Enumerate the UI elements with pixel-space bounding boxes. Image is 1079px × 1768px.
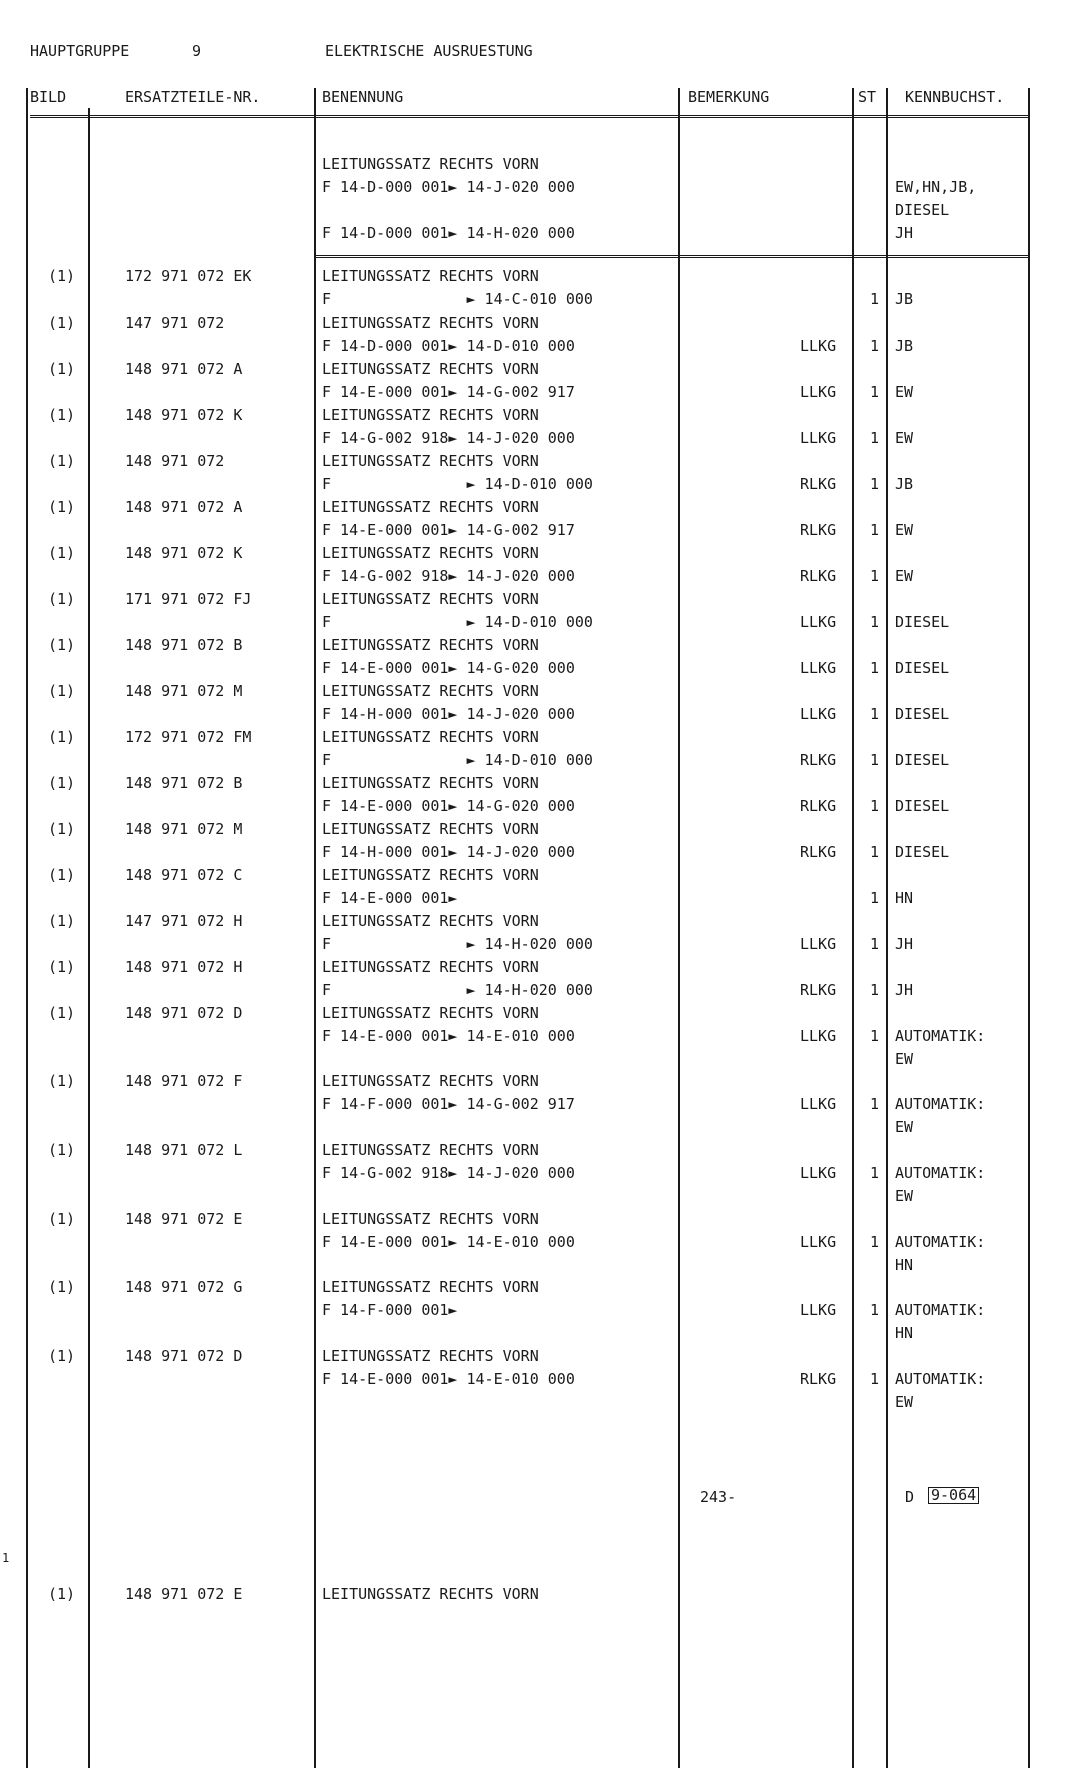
row-remark: RLKG — [800, 843, 837, 861]
row-part-number: 148 971 072 E — [125, 1210, 243, 1228]
row-bild: (1) — [48, 1141, 76, 1159]
row-qty: 1 — [870, 1233, 880, 1251]
row-part-number: 148 971 072 K — [125, 406, 243, 424]
row-serial-range: F 14-H-000 001► 14-J-020 000 — [322, 705, 575, 723]
row-title: LEITUNGSSATZ RECHTS VORN — [322, 267, 539, 285]
row-remark: RLKG — [800, 797, 837, 815]
row-qty: 1 — [870, 889, 880, 907]
row-code-cont: HN — [895, 1324, 914, 1342]
row-qty: 1 — [870, 613, 880, 631]
column-divider — [886, 88, 888, 1768]
row-title: LEITUNGSSATZ RECHTS VORN — [322, 820, 539, 838]
row-serial-range: F ► 14-D-010 000 — [322, 475, 593, 493]
row-part-number: 147 971 072 — [125, 314, 225, 332]
row-serial-range: F 14-G-002 918► 14-J-020 000 — [322, 429, 575, 447]
row-code: DIESEL — [895, 843, 950, 861]
intro-code-1a: EW,HN,JB, — [895, 178, 977, 196]
row-code: DIESEL — [895, 751, 950, 769]
col-header-bild: BILD — [30, 88, 67, 106]
row-title: LEITUNGSSATZ RECHTS VORN — [322, 452, 539, 470]
row-serial-range: F 14-E-000 001► 14-G-020 000 — [322, 659, 575, 677]
row-title: LEITUNGSSATZ RECHTS VORN — [322, 682, 539, 700]
row-qty: 1 — [870, 1164, 880, 1182]
col-header-remark: BEMERKUNG — [688, 88, 770, 106]
row-serial-range: F 14-E-000 001► 14-G-002 917 — [322, 521, 575, 539]
row-code: JH — [895, 935, 914, 953]
row-code: JH — [895, 981, 914, 999]
row-title: LEITUNGSSATZ RECHTS VORN — [322, 360, 539, 378]
row-title: LEITUNGSSATZ RECHTS VORN — [322, 498, 539, 516]
row-code: DIESEL — [895, 659, 950, 677]
row-part-number: 148 971 072 B — [125, 774, 243, 792]
row-serial-range: F ► 14-C-010 000 — [322, 290, 593, 308]
column-divider — [678, 88, 680, 1768]
row-remark: LLKG — [800, 1027, 837, 1045]
row-qty: 1 — [870, 290, 880, 308]
row-remark: LLKG — [800, 383, 837, 401]
row-bild: (1) — [48, 866, 76, 884]
row-title: LEITUNGSSATZ RECHTS VORN — [322, 590, 539, 608]
row-qty: 1 — [870, 843, 880, 861]
row-remark: LLKG — [800, 337, 837, 355]
row-code: AUTOMATIK: — [895, 1164, 986, 1182]
row-bild: (1) — [48, 682, 76, 700]
row-code-cont: HN — [895, 1256, 914, 1274]
row-bild: (1) — [48, 958, 76, 976]
row-remark: RLKG — [800, 475, 837, 493]
row-title: LEITUNGSSATZ RECHTS VORN — [322, 912, 539, 930]
row-serial-range: F 14-E-000 001► — [322, 889, 458, 907]
row-title: LEITUNGSSATZ RECHTS VORN — [322, 958, 539, 976]
next-page-bild: (1) — [48, 1585, 76, 1603]
row-qty: 1 — [870, 981, 880, 999]
row-bild: (1) — [48, 912, 76, 930]
row-serial-range: F 14-F-000 001► — [322, 1301, 458, 1319]
intro-rule — [316, 255, 1030, 258]
column-divider — [852, 88, 854, 1768]
row-qty: 1 — [870, 1301, 880, 1319]
row-code: EW — [895, 429, 914, 447]
row-remark: RLKG — [800, 751, 837, 769]
group-label: HAUPTGRUPPE — [30, 42, 130, 60]
row-qty: 1 — [870, 1027, 880, 1045]
intro-range-2: F 14-D-000 001► 14-H-020 000 — [322, 224, 575, 242]
row-bild: (1) — [48, 360, 76, 378]
row-remark: LLKG — [800, 613, 837, 631]
page-number: 243- — [700, 1488, 737, 1506]
row-bild: (1) — [48, 820, 76, 838]
group-number: 9 — [192, 42, 202, 60]
row-serial-range: F 14-D-000 001► 14-D-010 000 — [322, 337, 575, 355]
col-header-part-number: ERSATZTEILE-NR. — [125, 88, 261, 106]
row-code: JB — [895, 290, 914, 308]
row-part-number: 148 971 072 D — [125, 1347, 243, 1365]
doc-prefix: D — [905, 1488, 915, 1506]
row-serial-range: F 14-G-002 918► 14-J-020 000 — [322, 567, 575, 585]
row-part-number: 148 971 072 H — [125, 958, 243, 976]
row-bild: (1) — [48, 452, 76, 470]
row-bild: (1) — [48, 406, 76, 424]
row-title: LEITUNGSSATZ RECHTS VORN — [322, 866, 539, 884]
row-code: EW — [895, 521, 914, 539]
row-qty: 1 — [870, 383, 880, 401]
row-bild: (1) — [48, 1278, 76, 1296]
row-serial-range: F 14-E-000 001► 14-E-010 000 — [322, 1027, 575, 1045]
intro-code-1b: DIESEL — [895, 201, 950, 219]
row-title: LEITUNGSSATZ RECHTS VORN — [322, 728, 539, 746]
row-serial-range: F 14-H-000 001► 14-J-020 000 — [322, 843, 575, 861]
intro-title: LEITUNGSSATZ RECHTS VORN — [322, 155, 539, 173]
row-code: EW — [895, 567, 914, 585]
row-code: JB — [895, 475, 914, 493]
col-header-code: KENNBUCHST. — [905, 88, 1005, 106]
row-bild: (1) — [48, 774, 76, 792]
row-remark: LLKG — [800, 1233, 837, 1251]
row-serial-range: F 14-E-000 001► 14-E-010 000 — [322, 1233, 575, 1251]
intro-range-1: F 14-D-000 001► 14-J-020 000 — [322, 178, 575, 196]
row-remark: LLKG — [800, 935, 837, 953]
row-remark: LLKG — [800, 659, 837, 677]
row-title: LEITUNGSSATZ RECHTS VORN — [322, 406, 539, 424]
row-bild: (1) — [48, 314, 76, 332]
row-part-number: 172 971 072 FM — [125, 728, 252, 746]
row-part-number: 148 971 072 B — [125, 636, 243, 654]
row-remark: RLKG — [800, 521, 837, 539]
row-remark: RLKG — [800, 981, 837, 999]
row-code: DIESEL — [895, 613, 950, 631]
row-bild: (1) — [48, 267, 76, 285]
row-code: AUTOMATIK: — [895, 1095, 986, 1113]
row-code: EW — [895, 383, 914, 401]
row-code: AUTOMATIK: — [895, 1233, 986, 1251]
row-title: LEITUNGSSATZ RECHTS VORN — [322, 1004, 539, 1022]
row-part-number: 148 971 072 C — [125, 866, 243, 884]
row-part-number: 148 971 072 A — [125, 498, 243, 516]
row-qty: 1 — [870, 659, 880, 677]
row-qty: 1 — [870, 935, 880, 953]
row-part-number: 148 971 072 F — [125, 1072, 243, 1090]
row-serial-range: F ► 14-H-020 000 — [322, 935, 593, 953]
row-code-cont: EW — [895, 1187, 914, 1205]
row-bild: (1) — [48, 1072, 76, 1090]
row-remark: LLKG — [800, 705, 837, 723]
row-bild: (1) — [48, 636, 76, 654]
row-remark: LLKG — [800, 1095, 837, 1113]
row-part-number: 148 971 072 G — [125, 1278, 243, 1296]
row-serial-range: F 14-E-000 001► 14-G-002 917 — [322, 383, 575, 401]
row-remark: RLKG — [800, 1370, 837, 1388]
row-part-number: 148 971 072 K — [125, 544, 243, 562]
row-bild: (1) — [48, 1210, 76, 1228]
column-divider — [26, 88, 28, 1768]
row-serial-range: F 14-E-000 001► 14-G-020 000 — [322, 797, 575, 815]
row-part-number: 172 971 072 EK — [125, 267, 252, 285]
row-bild: (1) — [48, 1347, 76, 1365]
row-qty: 1 — [870, 1095, 880, 1113]
row-part-number: 148 971 072 — [125, 452, 225, 470]
row-remark: RLKG — [800, 567, 837, 585]
row-serial-range: F 14-F-000 001► 14-G-002 917 — [322, 1095, 575, 1113]
row-bild: (1) — [48, 498, 76, 516]
row-remark: LLKG — [800, 429, 837, 447]
row-qty: 1 — [870, 705, 880, 723]
row-code-cont: EW — [895, 1118, 914, 1136]
row-title: LEITUNGSSATZ RECHTS VORN — [322, 1210, 539, 1228]
column-divider — [88, 108, 90, 1768]
edge-mark: 1 — [2, 1551, 10, 1565]
row-qty: 1 — [870, 521, 880, 539]
row-title: LEITUNGSSATZ RECHTS VORN — [322, 636, 539, 654]
row-qty: 1 — [870, 751, 880, 769]
group-title: ELEKTRISCHE AUSRUESTUNG — [325, 42, 533, 60]
row-qty: 1 — [870, 797, 880, 815]
row-code: HN — [895, 889, 914, 907]
row-code: AUTOMATIK: — [895, 1027, 986, 1045]
doc-reference: 9-064 — [928, 1487, 979, 1504]
row-title: LEITUNGSSATZ RECHTS VORN — [322, 1141, 539, 1159]
row-title: LEITUNGSSATZ RECHTS VORN — [322, 314, 539, 332]
row-code-cont: EW — [895, 1393, 914, 1411]
row-serial-range: F ► 14-D-010 000 — [322, 751, 593, 769]
row-qty: 1 — [870, 429, 880, 447]
row-title: LEITUNGSSATZ RECHTS VORN — [322, 1278, 539, 1296]
row-title: LEITUNGSSATZ RECHTS VORN — [322, 774, 539, 792]
row-code-cont: EW — [895, 1050, 914, 1068]
row-part-number: 148 971 072 M — [125, 682, 243, 700]
row-bild: (1) — [48, 544, 76, 562]
row-code: DIESEL — [895, 797, 950, 815]
col-header-designation: BENENNUNG — [322, 88, 404, 106]
row-serial-range: F ► 14-H-020 000 — [322, 981, 593, 999]
row-title: LEITUNGSSATZ RECHTS VORN — [322, 1347, 539, 1365]
row-serial-range: F 14-G-002 918► 14-J-020 000 — [322, 1164, 575, 1182]
column-divider — [1028, 88, 1030, 1768]
row-title: LEITUNGSSATZ RECHTS VORN — [322, 544, 539, 562]
row-part-number: 148 971 072 D — [125, 1004, 243, 1022]
row-code: AUTOMATIK: — [895, 1301, 986, 1319]
intro-code-2: JH — [895, 224, 914, 242]
row-serial-range: F 14-E-000 001► 14-E-010 000 — [322, 1370, 575, 1388]
row-part-number: 148 971 072 A — [125, 360, 243, 378]
row-serial-range: F ► 14-D-010 000 — [322, 613, 593, 631]
row-bild: (1) — [48, 728, 76, 746]
row-qty: 1 — [870, 567, 880, 585]
row-bild: (1) — [48, 590, 76, 608]
row-code: JB — [895, 337, 914, 355]
next-page-part: 148 971 072 E — [125, 1585, 243, 1603]
row-title: LEITUNGSSATZ RECHTS VORN — [322, 1072, 539, 1090]
row-qty: 1 — [870, 1370, 880, 1388]
row-part-number: 147 971 072 H — [125, 912, 243, 930]
row-bild: (1) — [48, 1004, 76, 1022]
next-page-title: LEITUNGSSATZ RECHTS VORN — [322, 1585, 539, 1603]
row-code: DIESEL — [895, 705, 950, 723]
header-rule — [30, 115, 1030, 118]
row-part-number: 148 971 072 M — [125, 820, 243, 838]
row-remark: LLKG — [800, 1164, 837, 1182]
row-qty: 1 — [870, 337, 880, 355]
row-qty: 1 — [870, 475, 880, 493]
column-divider — [314, 88, 316, 1768]
row-part-number: 171 971 072 FJ — [125, 590, 252, 608]
col-header-qty: ST — [858, 88, 877, 106]
row-code: AUTOMATIK: — [895, 1370, 986, 1388]
row-part-number: 148 971 072 L — [125, 1141, 243, 1159]
row-remark: LLKG — [800, 1301, 837, 1319]
